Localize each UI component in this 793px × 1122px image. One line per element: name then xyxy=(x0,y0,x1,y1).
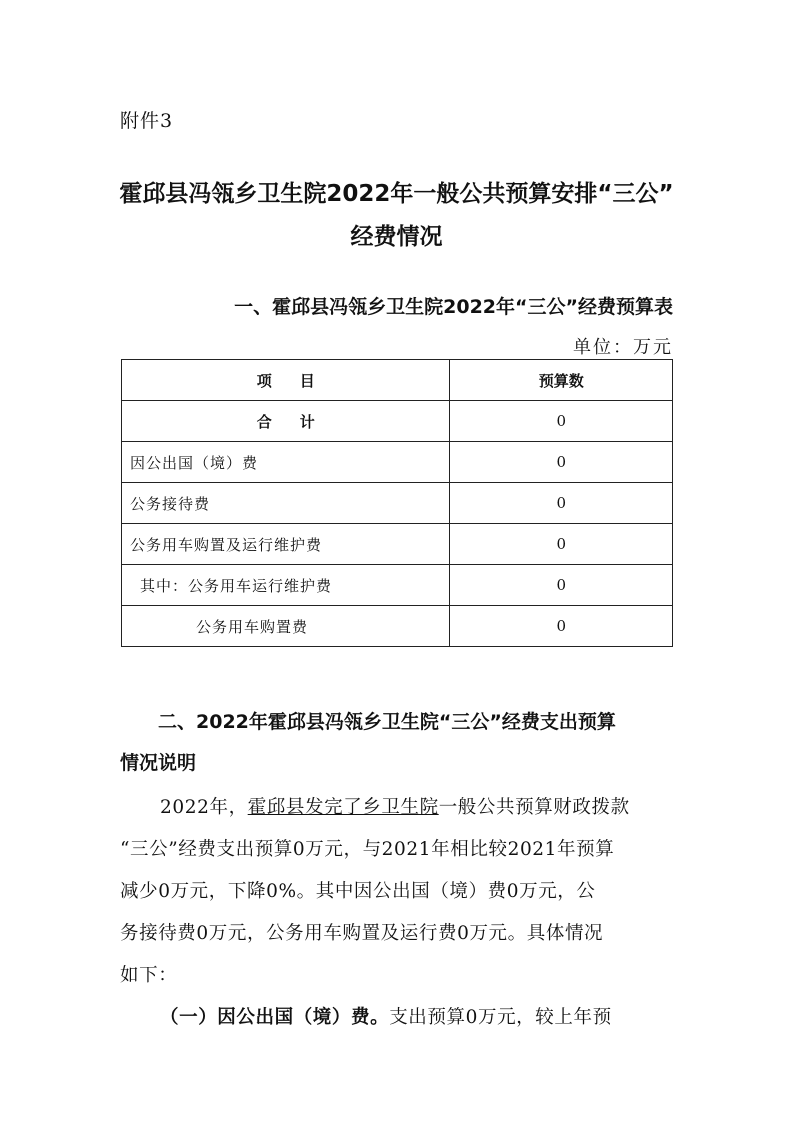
section1-heading: 一、霍邱县冯瓴乡卫生院2022年“三公”经费预算表 xyxy=(234,296,673,318)
paragraph-line3: 减少0万元，下降0%。其中因公出国（境）费0万元，公 xyxy=(120,881,596,902)
table-header-row xyxy=(122,360,673,401)
row-label: 公务用车购置及运行维护费 xyxy=(122,524,450,565)
row-label: 其中：公务用车运行维护费 xyxy=(122,565,450,606)
budget-table xyxy=(121,359,673,647)
row-value: 0 xyxy=(450,524,673,565)
row-value: 0 xyxy=(450,442,673,483)
total-label: 合计 xyxy=(122,401,450,442)
document-title-line2: 经费情况 xyxy=(350,224,443,250)
paragraph-line4: 务接待费0万元，公务用车购置及运行费0万元。具体情况 xyxy=(120,923,604,944)
table-total-row xyxy=(122,401,673,442)
section2-heading-line2: 情况说明 xyxy=(120,752,197,774)
paragraph-line1-rest: 一般公共预算财政拨款 xyxy=(438,797,630,818)
paragraph-line5: 如下： xyxy=(120,965,178,986)
table-row xyxy=(122,442,673,483)
row-value: 0 xyxy=(450,565,673,606)
total-value: 0 xyxy=(450,401,673,442)
row-value: 0 xyxy=(450,483,673,524)
paragraph-year: 2022年， xyxy=(160,797,248,818)
item1-text: 支出预算0万元，较上年预 xyxy=(389,1007,612,1028)
attachment-label: 附件3 xyxy=(120,110,174,132)
table-row xyxy=(122,565,673,606)
organization-name: 霍邱县发完了乡卫生院 xyxy=(247,797,439,818)
table-row xyxy=(122,606,673,647)
table-row xyxy=(122,483,673,524)
item1-line xyxy=(160,1003,713,1029)
item1-title: （一）因公出国（境）费。 xyxy=(160,1007,390,1028)
section2-heading-line1: 二、2022年霍邱县冯瓴乡卫生院“三公”经费支出预算 xyxy=(158,711,616,733)
table-row xyxy=(122,524,673,565)
unit-label: 单位：万元 xyxy=(573,337,673,358)
row-label: 公务接待费 xyxy=(122,483,450,524)
row-value: 0 xyxy=(450,606,673,647)
row-label: 因公出国（境）费 xyxy=(122,442,450,483)
header-item: 项目 xyxy=(122,360,450,401)
row-label: 公务用车购置费 xyxy=(122,606,450,647)
header-budget: 预算数 xyxy=(450,360,673,401)
document-title-line1: 霍邱县冯瓴乡卫生院2022年一般公共预算安排“三公” xyxy=(119,181,674,207)
paragraph-line2: “三公”经费支出预算0万元，与2021年相比较2021年预算 xyxy=(120,839,615,860)
paragraph-line1 xyxy=(160,793,713,819)
